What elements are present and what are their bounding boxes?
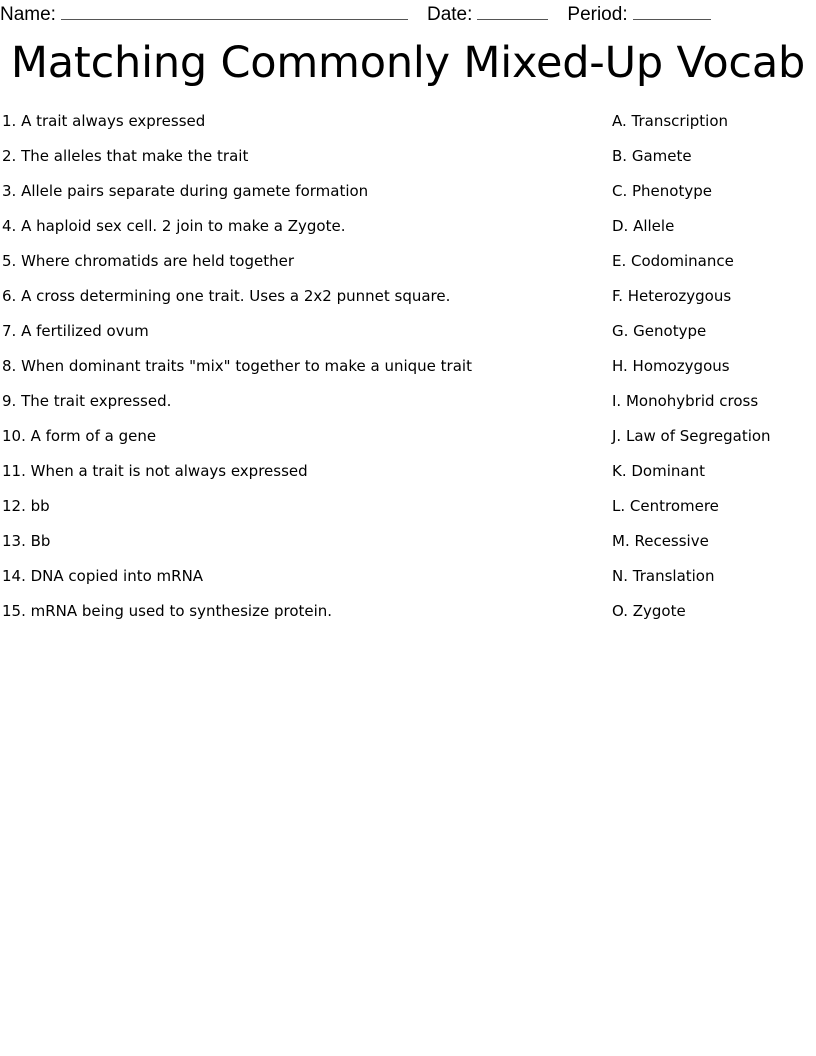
prompt-item[interactable]: 4. A haploid sex cell. 2 join to make a Zygote. [2, 217, 346, 235]
period-field[interactable] [567, 0, 710, 26]
answer-item[interactable]: B. Gamete [612, 147, 692, 165]
period-input-rule[interactable] [633, 2, 711, 20]
prompt-item[interactable]: 8. When dominant traits "mix" together to make a unique trait [2, 357, 472, 375]
answer-item[interactable]: E. Codominance [612, 252, 734, 270]
date-label: Date: [426, 4, 473, 25]
prompt-item[interactable]: 9. The trait expressed. [2, 392, 172, 410]
name-label: Name: [0, 4, 56, 25]
answer-item[interactable]: I. Monohybrid cross [612, 392, 759, 410]
prompt-item[interactable]: 15. mRNA being used to synthesize protein. [2, 602, 333, 620]
prompt-item[interactable]: 14. DNA copied into mRNA [2, 567, 204, 585]
date-field[interactable] [427, 0, 548, 26]
prompt-item[interactable]: 5. Where chromatids are held together [2, 252, 295, 270]
period-label: Period: [567, 4, 628, 25]
prompt-item[interactable]: 2. The alleles that make the trait [2, 147, 249, 165]
student-info-header [0, 0, 816, 30]
answer-item[interactable]: J. Law of Segregation [612, 427, 771, 445]
prompt-item[interactable]: 13. Bb [2, 532, 51, 550]
prompt-column [2, 110, 602, 635]
prompt-item[interactable]: 11. When a trait is not always expressed [2, 462, 308, 480]
prompt-item[interactable]: 10. A form of a gene [2, 427, 157, 445]
answer-item[interactable]: L. Centromere [612, 497, 719, 515]
name-input-rule[interactable] [61, 2, 408, 20]
prompt-item[interactable]: 3. Allele pairs separate during gamete formation [2, 182, 369, 200]
page-title: Matching Commonly Mixed-Up Vocab [10, 38, 806, 88]
prompt-item[interactable]: 12. bb [2, 497, 50, 515]
answer-item[interactable]: C. Phenotype [612, 182, 712, 200]
answer-item[interactable]: O. Zygote [612, 602, 686, 620]
answer-item[interactable]: G. Genotype [612, 322, 707, 340]
answer-item[interactable]: A. Transcription [612, 112, 729, 130]
answer-item[interactable]: D. Allele [612, 217, 675, 235]
answer-item[interactable]: F. Heterozygous [612, 287, 732, 305]
prompt-item[interactable]: 7. A fertilized ovum [2, 322, 149, 340]
prompt-item[interactable]: 6. A cross determining one trait. Uses a 2x2 punnet square. [2, 287, 451, 305]
answer-item[interactable]: K. Dominant [612, 462, 705, 480]
answer-item[interactable]: M. Recessive [612, 532, 709, 550]
date-input-rule[interactable] [477, 2, 548, 20]
prompt-item[interactable]: 1. A trait always expressed [2, 112, 206, 130]
answer-item[interactable]: N. Translation [612, 567, 715, 585]
name-field[interactable] [0, 0, 408, 26]
answer-item[interactable]: H. Homozygous [612, 357, 730, 375]
answer-bank-column [612, 110, 816, 635]
